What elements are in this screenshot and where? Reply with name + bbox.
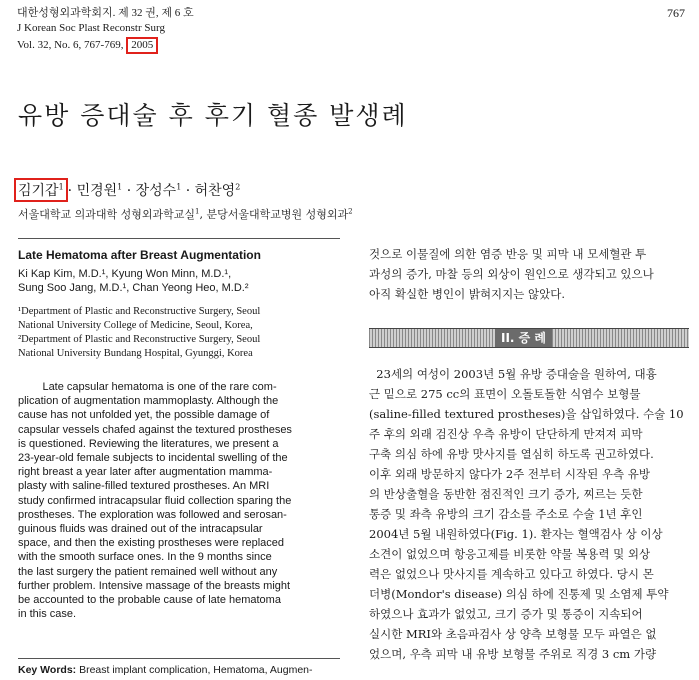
abstract-line: be accounted to the probable cause of late hematoma <box>18 594 281 607</box>
body-text-line: 주 후의 외래 검진상 우측 유방이 단단하게 만져져 피막 <box>369 427 643 441</box>
journal-volume-line <box>17 37 158 54</box>
body-text-line: 23세의 여성이 2003년 5월 유방 증대술을 원하여, 대흉 <box>369 367 657 381</box>
affiliation-line: ¹Department of Plastic and Reconstructive Surgery, Seoul <box>18 306 261 317</box>
body-text-line: 소견이 없었으며 항응고제를 비롯한 약물 복용력 및 외상 <box>369 547 651 561</box>
body-text-line: (saline-filled textured prostheses)을 삽입하였다. 수술 10 <box>369 407 684 421</box>
abstract-line: guinous fluids was drained out of the intracapsular <box>18 523 263 536</box>
english-title: Late Hematoma after Breast Augmentation <box>18 248 261 262</box>
english-authors-line: Ki Kap Kim, M.D.¹, Kyung Won Minn, M.D.¹, <box>18 268 232 280</box>
affiliation-sup: 2 <box>348 207 353 216</box>
journal-name-korean: 대한성형외과학회지. 제 32 권, 제 6 호 <box>17 7 194 19</box>
abstract-line: plication of augmentation mammoplasty. Although the <box>18 395 279 408</box>
body-text-line: 통증 및 좌측 유방의 크기 감소를 주소로 수술 1년 후인 <box>369 507 643 521</box>
body-text-line: 구축 의심 하에 유방 맛사지를 열심히 하도록 권고하였다. <box>369 447 654 461</box>
first-author: 김기갑 <box>18 183 59 199</box>
body-text-line: 의 반상출혈을 동반한 점진적인 크기 증가, 찌르는 듯한 <box>369 487 643 501</box>
body-text-line: 었으며, 우측 피막 내 유방 보형물 주위로 직경 3 cm 가량 <box>369 647 657 661</box>
keywords-label: Key Words: <box>18 664 77 676</box>
author-4: · 허찬영 <box>181 183 236 199</box>
affiliation-2: , 분당서울대학교병원 성형외과 <box>199 208 349 221</box>
keywords <box>18 664 313 676</box>
body-text-line: 력은 없었으나 맛사지를 계속하고 있다고 하였다. 당시 몬 <box>369 567 654 581</box>
abstract-line: capsular vessels chafed against the textured prostheses <box>18 423 292 436</box>
first-author-highlight <box>14 178 68 202</box>
abstract-body <box>18 380 340 621</box>
article-title-korean: 유방 증대술 후 후기 혈종 발생례 <box>18 101 408 130</box>
author-3: · 장성수 <box>122 183 177 199</box>
abstract-line: Late capsular hematoma is one of the rare com- <box>18 381 277 393</box>
affiliation-line: ²Department of Plastic and Reconstructive Surgery, Seoul <box>18 334 261 345</box>
volume-info: Vol. 32, No. 6, 767-769, <box>17 39 124 51</box>
year-highlight <box>126 37 158 54</box>
abstract-line: right breast a year later after augmentation mamma- <box>18 466 273 479</box>
affiliation-line: National University Bundang Hospital, Gyunggi, Korea <box>18 348 253 359</box>
abstract-top-rule <box>18 238 340 239</box>
body-text-line: 더병(Mondor's disease) 의심 하에 진통제 및 소염제 투약 <box>369 587 669 601</box>
abstract-line: further problem. Intensive massage of the breasts might <box>18 579 291 592</box>
body-text-line: 이후 외래 방문하지 않다가 2주 전부터 시작된 우측 유방 <box>369 467 650 481</box>
abstract-line: in this case. <box>18 608 77 621</box>
affiliation-line: National University College of Medicine, Seoul, Korea, <box>18 320 253 331</box>
author-2: · 민경원 <box>67 183 118 199</box>
english-authors <box>18 267 249 295</box>
journal-name-english: J Korean Soc Plast Reconstr Surg <box>17 22 165 34</box>
author-sup: 1 <box>176 182 182 192</box>
english-authors-line: Sung Soo Jang, M.D.¹, Chan Yeong Heo, M.D.² <box>18 282 249 294</box>
abstract-line: is questioned. Reviewing the literatures, we present a <box>18 437 279 450</box>
case-report-text <box>369 364 689 664</box>
author-sup: 1 <box>117 182 123 192</box>
body-text-line: 실시한 MRI와 초음파검사 상 양측 보형물 모두 파열은 없 <box>369 627 657 641</box>
author-sup: 1 <box>58 182 64 192</box>
abstract-line: cause has not unfolded yet, the possible damage of <box>18 409 270 422</box>
english-affiliations <box>18 305 260 361</box>
abstract-line: with the smooth surface ones. In the 9 months since <box>18 551 272 564</box>
keywords-text: Breast implant complication, Hematoma, Augmen- <box>76 664 313 676</box>
body-text-line: 하였으나 효과가 없었고, 크기 증가 및 통증이 지속되어 <box>369 607 643 621</box>
body-text-line: 것으로 이물질에 의한 염증 반응 및 피막 내 모세혈관 투 <box>369 247 647 261</box>
body-text-line: 과성의 증가, 마찰 등의 외상이 원인으로 생각되고 있으나 <box>369 267 654 281</box>
affiliation-korean <box>18 206 353 222</box>
affiliation-sup: 1 <box>195 207 200 216</box>
abstract-line: space, and then the existing prostheses were replaced <box>18 537 284 550</box>
abstract-line: prostheses. The exploration was followed and serosan- <box>18 508 287 521</box>
section-heading-bar <box>369 328 689 348</box>
author-list-korean <box>14 178 240 202</box>
case-intro-text <box>369 244 689 304</box>
abstract-line: the last surgery the patient remained well without any <box>18 565 278 578</box>
publication-year: 2005 <box>131 39 154 51</box>
abstract-line: study confirmed intracapsular fluid collection sparing the <box>18 494 292 507</box>
body-text-line: 근 밑으로 275 cc의 표면이 오돌토돌한 식염수 보형물 <box>369 387 641 401</box>
author-sup: 2 <box>235 182 241 192</box>
abstract-line: plasty with saline-filled textured prostheses. An MRI <box>18 480 270 493</box>
keywords-rule <box>18 658 340 659</box>
page-number: 767 <box>667 6 685 20</box>
body-text-line: 2004년 5월 내원하였다(Fig. 1). 환자는 혈액검사 상 이상 <box>369 527 663 541</box>
abstract-line: 23-year-old female subjects to incidental swelling of the <box>18 452 288 465</box>
body-text-line: 아직 확실한 병인이 밝혀지지는 않았다. <box>369 287 566 301</box>
affiliation-1: 서울대학교 의과대학 성형외과학교실 <box>18 208 196 221</box>
section-heading: II. 증 례 <box>495 329 552 347</box>
